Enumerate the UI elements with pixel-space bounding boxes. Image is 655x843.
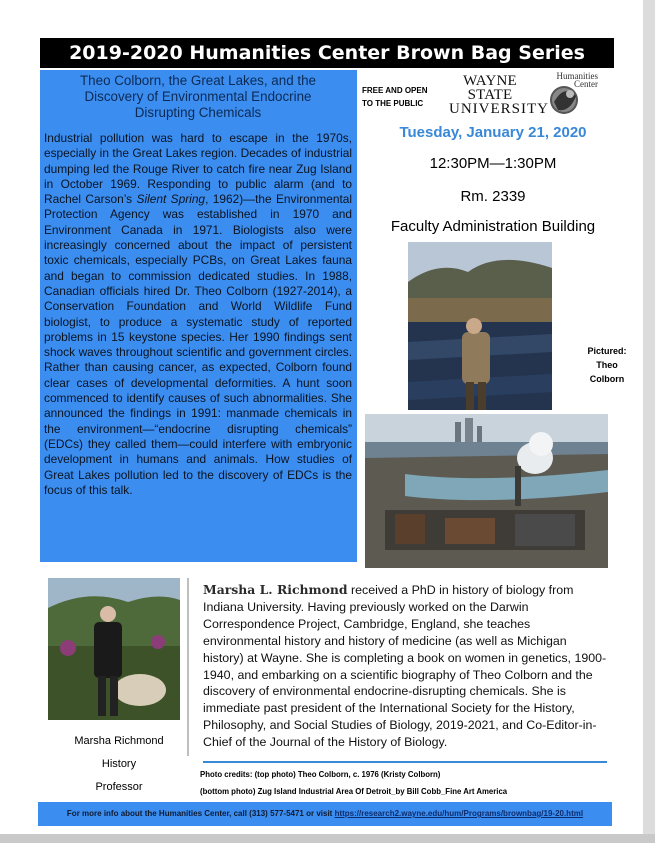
talk-title: Theo Colborn, the Great Lakes, and the Discovery of Environmental Endocrine Disrupting Chemicals bbox=[80, 73, 316, 120]
divider-horizontal bbox=[203, 761, 607, 763]
divider-vertical bbox=[187, 578, 189, 756]
theo-colborn-photo bbox=[408, 242, 552, 410]
free-line-2: TO THE PUBLIC bbox=[362, 99, 424, 108]
speaker-caption-title: Professor bbox=[95, 781, 143, 793]
humanities-center-logo bbox=[540, 72, 600, 118]
marsha-richmond-photo-image bbox=[48, 578, 180, 720]
photo-caption-line-2: Theo bbox=[596, 360, 618, 370]
brownbag-link[interactable]: https://research2.wayne.edu/hum/Programs/brownbag/19-20.html bbox=[334, 809, 584, 818]
speaker-bio-text: received a PhD in history of biology from Indiana University. Having previously worked on the Darwin Correspondence Project, Cambridge, England, she teaches environmental history and history of medicine (as well as Michigan history) at Wayne. She is completing a book on women in genetics, 1900-1940, and embarking on a scientific biography of Theo Colborn and the discovery of environmental endocrine-disrupting chemicals. She is immediate past president of the International Society for the History, Philosophy, and Social Studies of Biology, 2019-2021, and Co-Editor-in-Chief of the Journal of the History of Biology. bbox=[203, 583, 607, 750]
photo-caption-line-1: Pictured: bbox=[587, 346, 627, 356]
info-footer bbox=[38, 802, 612, 826]
abstract-panel bbox=[40, 70, 357, 562]
speaker-caption-name: Marsha Richmond bbox=[74, 735, 164, 747]
speaker-bio bbox=[203, 582, 608, 751]
photo-credits bbox=[200, 766, 610, 800]
wsu-logo-line-1: WAYNE STATE bbox=[463, 73, 517, 103]
hc-logo-line-2: Center bbox=[574, 79, 598, 89]
abstract-body-part2: , 1962)—the Environmental Protection Agency was established in 1970 and Environment Canada in 1971. Biologists also were increasingly concerned about the impact of persistent toxic chemicals, especially PCBs, on Great Lakes fauna and began to commission dedicated studies. In 1988, Canadian officials hired Dr. Theo Colborn (1927-2014), a Conservation Foundation and World Wildlife Fund biologist, to produce a systematic study of reported problems in 15 keystone species. Her 1990 findings sent shock waves throughout scientific and government circles. Rather than causing cancer, as expected, Colborn found clear cases of developmental deformities. A hunt soon commenced to identify causes of such abnormalities. She announced the findings in 1991: manmade chemicals in the environment—“endocrine disrupting chemicals” (EDCs) they called them—could interfere with embryonic development in humans and animals. How studies of Great Lakes pollution led to the discovery of EDCs is the focus of this talk. bbox=[44, 192, 353, 497]
photo-caption bbox=[582, 344, 632, 386]
marsha-richmond-photo bbox=[48, 578, 180, 720]
speaker-caption bbox=[48, 730, 190, 799]
speaker-caption-dept: History bbox=[101, 758, 137, 770]
zug-island-photo bbox=[365, 414, 608, 568]
free-open-notice bbox=[362, 84, 446, 110]
silent-spring-title: Silent Spring bbox=[136, 192, 206, 207]
page-bottom-edge bbox=[0, 834, 655, 843]
hc-logo-line-1: Humanities bbox=[556, 71, 598, 81]
free-line-1: FREE AND OPEN bbox=[362, 86, 428, 95]
humanities-center-logo-text bbox=[557, 72, 599, 88]
event-time: 12:30PM—1:30PM bbox=[429, 155, 557, 172]
zug-island-photo-image bbox=[365, 414, 608, 568]
speaker-bio-name: Marsha L. Richmond bbox=[203, 582, 348, 597]
theo-colborn-photo-image bbox=[408, 242, 552, 410]
photo-credit-bottom: (bottom photo) Zug Island Industrial Area Of Detroit_by Bill Cobb_Fine Art America bbox=[200, 787, 508, 796]
series-banner: 2019-2020 Humanities Center Brown Bag Series bbox=[40, 38, 614, 68]
photo-caption-line-3: Colborn bbox=[589, 374, 625, 384]
event-building: Faculty Administration Building bbox=[390, 218, 596, 235]
footer-text: For more info about the Humanities Center, call (313) 577-5471 or visit bbox=[66, 809, 335, 818]
wayne-state-logo bbox=[449, 73, 549, 117]
abstract-body bbox=[44, 131, 352, 498]
wsu-logo-line-2: UNIVERSITY bbox=[449, 101, 549, 117]
page-edge bbox=[643, 0, 655, 843]
abstract-body-part1: Industrial pollution was hard to escape in the 1970s, especially in the Great Lakes region. Decades of industrial dumping led the Rouge River to catch fire near Zug Island in October 1969. Responding to public alarm (and to Rachel Carson’s bbox=[44, 131, 352, 207]
event-room: Rm. 2339 bbox=[460, 188, 526, 205]
photo-credit-top: Photo credits: (top photo) Theo Colborn, c. 1976 (Kristy Colborn) bbox=[200, 770, 441, 779]
event-date: Tuesday, January 21, 2020 bbox=[399, 124, 587, 141]
